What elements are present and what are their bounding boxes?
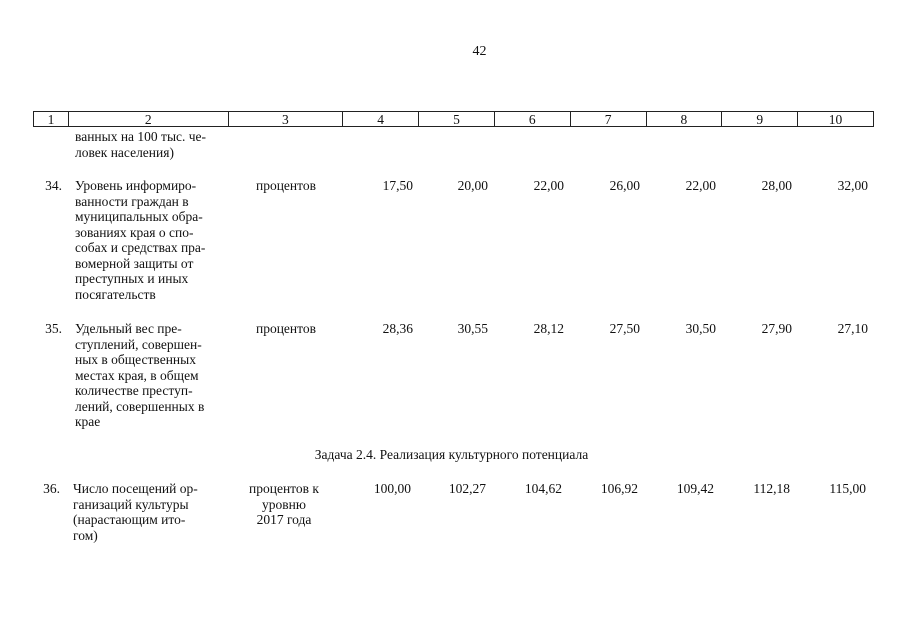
row-number: 35.	[45, 321, 62, 336]
header-col-8: 8	[647, 112, 723, 126]
value-cell: 27,50	[609, 321, 640, 336]
header-col-10: 10	[828, 112, 843, 127]
header-col-6: 6	[495, 112, 571, 126]
value-cell: 26,00	[609, 178, 640, 193]
description-line: Число посещений ор-	[73, 481, 198, 496]
header-col-4: 4	[343, 112, 419, 126]
header-col-7: 7	[571, 112, 647, 126]
unit-line: 2017 года	[256, 512, 312, 527]
row-number: 34.	[45, 178, 62, 193]
description-line: ступлений, совершен-	[75, 336, 202, 352]
description-line: лений, совершенных в	[75, 398, 205, 414]
value-cell: 106,92	[600, 481, 638, 496]
value-cell: 27,90	[761, 321, 792, 336]
row-unit	[226, 321, 346, 337]
value-cell: 27,10	[837, 321, 868, 336]
row-unit	[224, 481, 344, 528]
description-line: (нарастающим ито-	[73, 512, 186, 527]
unit-line: процентов	[255, 178, 316, 193]
value-cell: 30,55	[457, 321, 488, 336]
value-cell: 28,12	[533, 321, 564, 336]
description-line: ных в общественных	[75, 352, 196, 367]
description-line: муниципальных обра-	[75, 209, 203, 224]
table-header-row	[33, 111, 874, 127]
description-line: гом)	[73, 527, 98, 543]
header-col-1: 1	[34, 112, 69, 126]
description-line: Уровень информиро-	[75, 178, 197, 193]
description-line: зованиях края о спо-	[75, 224, 194, 240]
description-line: преступных и иных	[75, 271, 189, 286]
value-cell: 28,36	[382, 321, 413, 336]
row-description	[75, 321, 235, 430]
description-line: собах и средствах пра-	[75, 240, 206, 255]
row-description	[73, 481, 233, 543]
description-line: количестве преступ-	[75, 383, 193, 398]
row-unit	[226, 178, 346, 194]
row-number: 36.	[43, 481, 60, 496]
header-col-9: 9	[722, 112, 798, 126]
description-line: местах края, в общем	[75, 367, 199, 383]
value-cell: 109,42	[676, 481, 714, 496]
description-line: ганизаций культуры	[73, 496, 189, 512]
value-cell: 22,00	[533, 178, 564, 193]
value-cell: 112,18	[753, 481, 790, 496]
description-line: Удельный вес пре-	[75, 321, 182, 336]
continuation-text	[75, 129, 235, 160]
value-cell: 100,00	[373, 481, 411, 496]
value-cell: 102,27	[448, 481, 486, 496]
description-line: вомерной защиты от	[75, 255, 194, 271]
continuation-line: ловек населения)	[75, 144, 174, 160]
value-cell: 30,50	[685, 321, 716, 336]
header-col-5: 5	[419, 112, 495, 126]
value-cell: 20,00	[457, 178, 488, 193]
header-col-2: 2	[69, 112, 229, 126]
value-cell: 17,50	[382, 178, 413, 193]
row-description	[75, 178, 235, 302]
value-cell: 22,00	[685, 178, 716, 193]
unit-line: процентов к	[249, 481, 319, 496]
description-line: посягательств	[75, 286, 156, 302]
page-number: 42	[472, 44, 487, 59]
value-cell: 104,62	[524, 481, 562, 496]
description-line: ванности граждан в	[75, 193, 189, 209]
section-title: Задача 2.4. Реализация культурного потенциала	[314, 447, 589, 462]
unit-line: уровню	[262, 496, 306, 512]
value-cell: 115,00	[829, 481, 866, 496]
description-line: крае	[75, 414, 101, 429]
value-cell: 32,00	[837, 178, 868, 193]
continuation-line: ванных на 100 тыс. че-	[75, 129, 207, 144]
header-col-3: 3	[229, 112, 344, 126]
value-cell: 28,00	[761, 178, 792, 193]
unit-line: процентов	[255, 321, 316, 336]
